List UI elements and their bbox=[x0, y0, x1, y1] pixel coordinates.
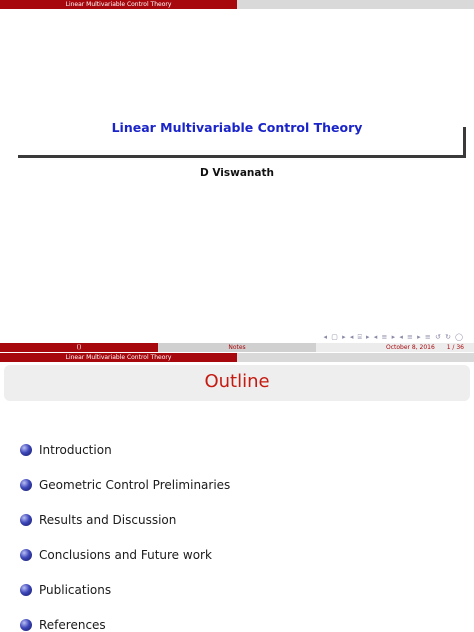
outline-title-box bbox=[4, 365, 470, 401]
footer-date: October 8, 2016 bbox=[386, 344, 435, 351]
footer-page-number: 1 / 36 bbox=[446, 344, 464, 351]
list-item-label: References bbox=[39, 618, 106, 632]
ball-bullet-icon bbox=[20, 549, 32, 561]
header-title-2: Linear Multivariable Control Theory bbox=[65, 354, 172, 361]
title-block bbox=[8, 110, 466, 146]
list-item-label: Publications bbox=[39, 583, 112, 597]
list-item-label: Introduction bbox=[39, 443, 112, 457]
ball-bullet-icon bbox=[20, 584, 32, 596]
author-name: D Viswanath bbox=[199, 167, 274, 179]
footer-title: Notes bbox=[158, 343, 316, 352]
outline-title: Outline bbox=[204, 371, 270, 392]
ball-bullet-icon bbox=[20, 619, 32, 631]
title-shadow-bottom bbox=[18, 155, 466, 158]
presentation-title: Linear Multivariable Control Theory bbox=[111, 120, 363, 135]
list-item-label: Geometric Control Preliminaries bbox=[39, 478, 231, 492]
header-title: Linear Multivariable Control Theory bbox=[65, 1, 172, 8]
navigation-symbols[interactable]: ◂ ▢ ▸ ◂ ⌸ ▸ ◂ ≡ ▸ ◂ ≡ ▸ ≡ ↺ ↻ ◯ bbox=[323, 333, 464, 341]
ball-bullet-icon bbox=[20, 479, 32, 491]
header-bar-2 bbox=[0, 353, 474, 362]
ball-bullet-icon bbox=[20, 514, 32, 526]
outline-slide bbox=[0, 343, 474, 632]
list-item-label: Conclusions and Future work bbox=[39, 548, 212, 562]
footer-author: () bbox=[0, 343, 158, 352]
list-item-label: Results and Discussion bbox=[39, 513, 177, 527]
header-bar bbox=[0, 0, 474, 9]
ball-bullet-icon bbox=[20, 444, 32, 456]
